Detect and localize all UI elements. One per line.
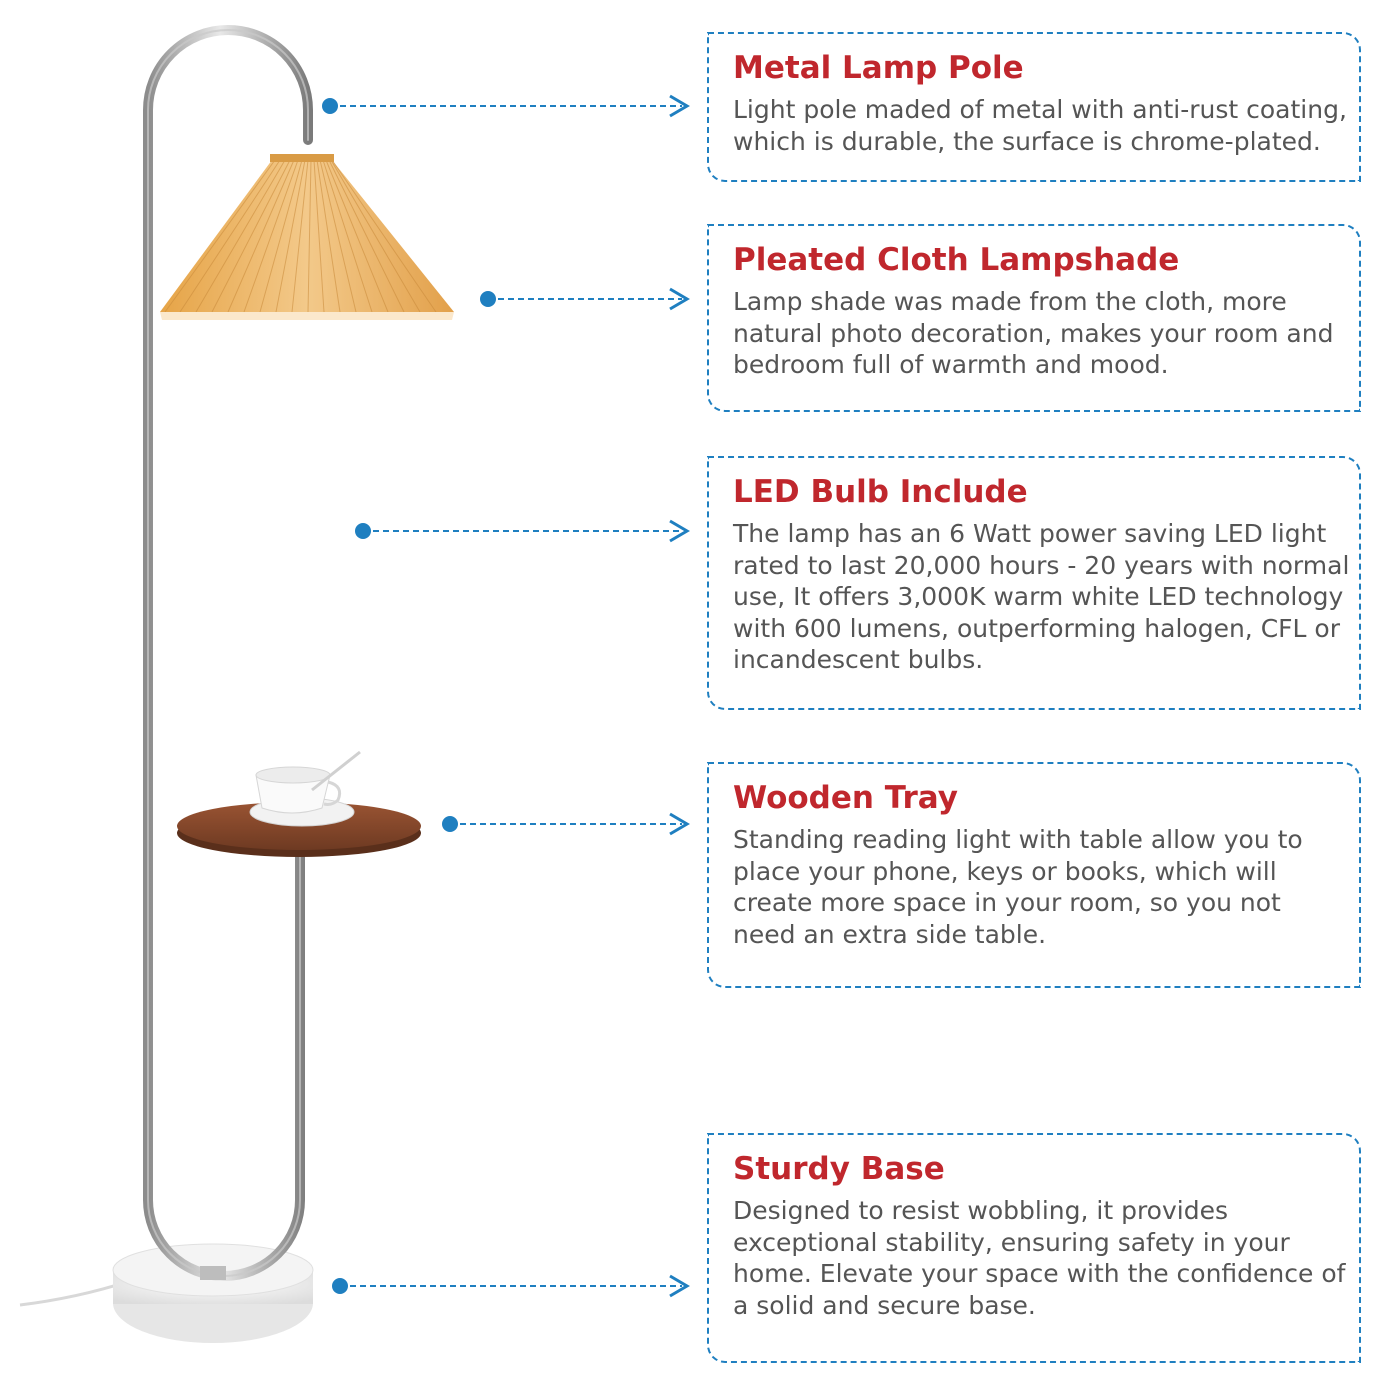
pole-base-joint [200, 1266, 226, 1280]
feature-description: Light pole maded of metal with anti-rust coating, which is durable, the surface is chrome-plated. [733, 95, 1347, 156]
feature-description: The lamp has an 6 Watt power saving LED light rated to last 20,000 hours - 20 years with normal use, It offers 3,000K warm white LED technology with 600 lumens, outperforming halogen, CFL or incandescent bulbs. [733, 519, 1350, 675]
feature-box-pleated-lampshade [707, 224, 1361, 412]
feature-box-wooden-tray [707, 762, 1361, 988]
feature-title: Wooden Tray [733, 780, 958, 816]
feature-title: Pleated Cloth Lampshade [733, 242, 1180, 278]
feature-box-metal-lamp-pole [707, 32, 1361, 182]
feature-description: Designed to resist wobbling, it provides exceptional stability, ensuring safety in your home. Elevate your space with the confidence of a solid and secure base. [733, 1196, 1346, 1320]
feature-title: Sturdy Base [733, 1151, 945, 1187]
feature-title: LED Bulb Include [733, 474, 1028, 510]
feature-description: Standing reading light with table allow you to place your phone, keys or books, which will create more space in your room, so you not need an extra side table. [733, 825, 1303, 949]
pleated-lampshade [160, 154, 454, 320]
coffee-cup [250, 752, 360, 826]
feature-title: Metal Lamp Pole [733, 50, 1024, 86]
feature-box-led-bulb [707, 456, 1361, 710]
feature-box-sturdy-base [707, 1133, 1361, 1363]
feature-description: Lamp shade was made from the cloth, more natural photo decoration, makes your room and bedroom full of warmth and mood. [733, 287, 1334, 380]
